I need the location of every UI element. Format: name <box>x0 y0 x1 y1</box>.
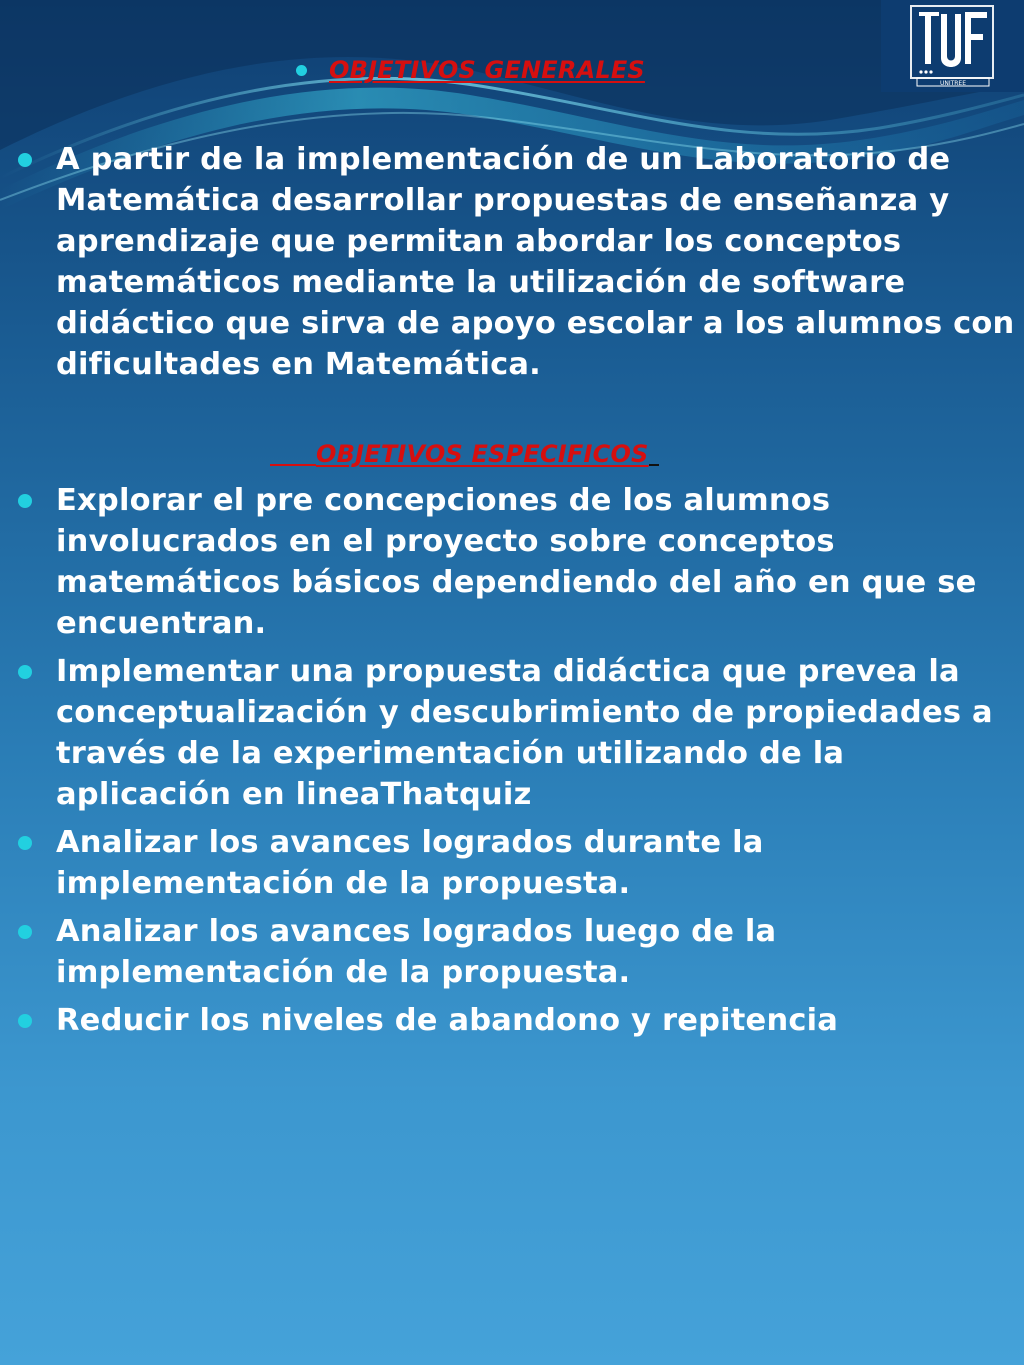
list-item-text: Implementar una propuesta didáctica que prevea la conceptualización y descubrimiento de propiedades a través de la experimentación utilizando de la aplicación en lineaThatquiz <box>56 654 993 812</box>
specific-objectives-heading <box>270 434 659 474</box>
general-heading-text: OBJETIVOS GENERALES <box>329 56 645 84</box>
heading-underline <box>649 442 659 466</box>
bullet-icon <box>18 925 32 939</box>
svg-text:UNITREE: UNITREE <box>939 80 967 87</box>
bullet-icon <box>18 1014 32 1028</box>
bullet-icon <box>18 494 32 508</box>
list-item <box>18 480 1018 644</box>
specific-heading-text: OBJETIVOS ESPECIFICOS <box>316 440 649 468</box>
list-item <box>18 911 1018 993</box>
institution-logo <box>881 0 1024 92</box>
list-item-text: Analizar los avances logrados luego de la implementación de la propuesta. <box>56 914 777 990</box>
list-item-text: Reducir los niveles de abandono y repitencia <box>56 1003 839 1038</box>
utf-logo-icon <box>881 0 1024 92</box>
list-item <box>18 1000 1018 1041</box>
bullet-icon <box>18 665 32 679</box>
heading-underline <box>270 442 316 466</box>
list-item-text: Explorar el pre concepciones de los alumnos involucrados en el proyecto sobre conceptos matemáticos básicos dependiendo del año en que se encuentran. <box>56 483 977 641</box>
list-item-text: A partir de la implementación de un Laboratorio de Matemática desarrollar propuestas de enseñanza y aprendizaje que permitan abordar los conceptos matemáticos mediante la utilización de software didáctico que sirva de apoyo escolar a los alumnos con dificultades en Matemática. <box>56 142 1015 382</box>
specific-objectives-list <box>18 480 1018 1048</box>
general-objectives-heading <box>296 50 645 90</box>
bullet-icon <box>18 153 32 167</box>
list-item <box>18 822 1018 904</box>
bullet-icon <box>296 65 307 76</box>
general-objectives-list <box>18 139 1018 392</box>
list-item-text: Analizar los avances logrados durante la implementación de la propuesta. <box>56 825 764 901</box>
list-item <box>18 651 1018 815</box>
list-item <box>18 139 1018 385</box>
bullet-icon <box>18 836 32 850</box>
